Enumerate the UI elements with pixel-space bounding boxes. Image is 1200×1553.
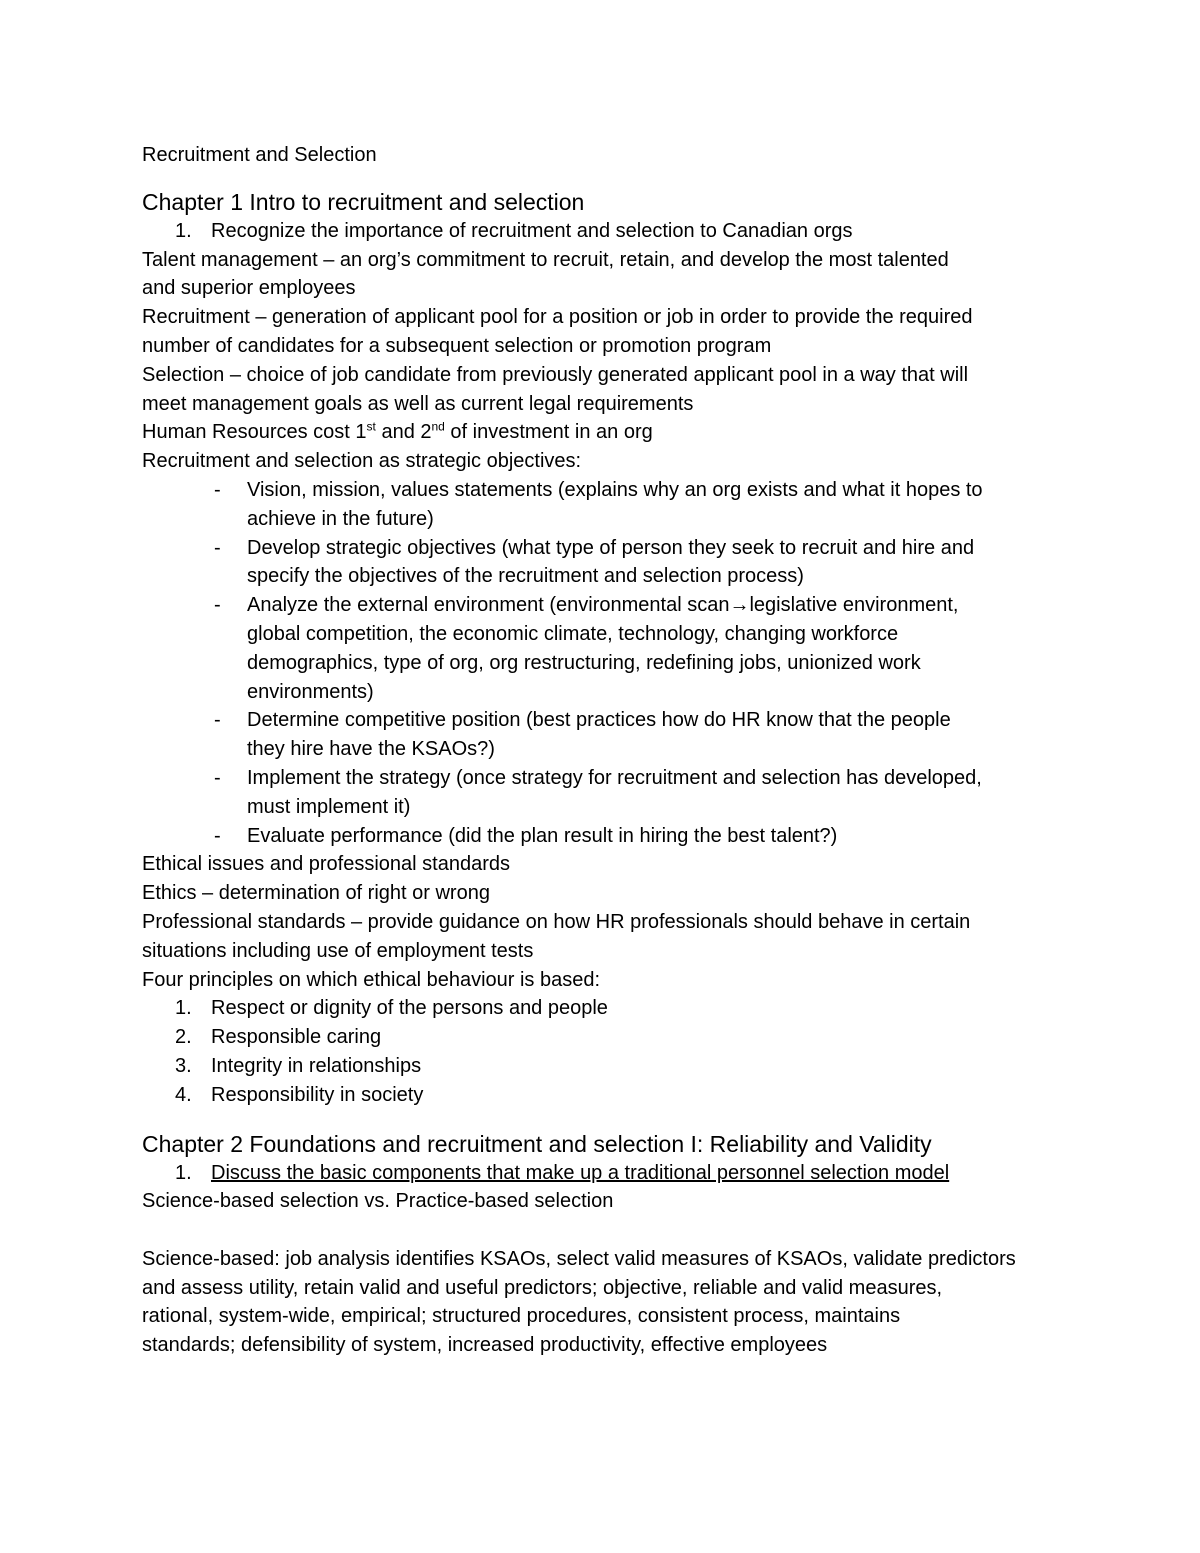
bullet-continuation: environments) [247, 680, 374, 703]
selection-definition-line-2: meet management goals as well as current legal requirements [142, 392, 694, 415]
bullet-text: Develop strategic objectives (what type of person they seek to recruit and hire and [247, 536, 975, 559]
bullet-continuation: they hire have the KSAOs?) [247, 738, 495, 761]
principle-text: Responsibility in society [211, 1083, 424, 1106]
hr-cost-text-a: Human Resources cost 1 [142, 421, 367, 444]
document-title: Recruitment and Selection [142, 144, 377, 166]
objective-item [142, 1159, 1072, 1188]
hr-cost-text-c: of investment in an org [444, 421, 653, 444]
objective-number: 1. [175, 1161, 192, 1184]
science-based-line-4: standards; defensibility of system, increased productivity, effective employees [142, 1334, 828, 1357]
bullet-continuation: global competition, the economic climate, technology, changing workforce [247, 622, 899, 645]
bullet-dash: - [214, 594, 221, 617]
bullet-item [142, 764, 1072, 793]
chapter-2-heading: Chapter 2 Foundations and recruitment and selection I: Reliability and Validity [142, 1130, 932, 1157]
principle-item [142, 994, 1072, 1023]
principle-number: 1. [175, 997, 192, 1020]
professional-standards-line-1: Professional standards – provide guidance on how HR professionals should behave in certain [142, 910, 971, 933]
principle-number: 2. [175, 1026, 192, 1049]
bullet-dash: - [214, 709, 221, 732]
principle-text: Respect or dignity of the persons and people [211, 997, 608, 1020]
professional-standards-line-2: situations including use of employment tests [142, 939, 534, 962]
ethics-definition: Ethics – determination of right or wrong [142, 882, 490, 905]
bullet-item [142, 822, 1072, 851]
bullet-dash: - [214, 536, 221, 559]
four-principles-intro: Four principles on which ethical behaviour is based: [142, 968, 601, 991]
document-body [142, 141, 1072, 1360]
bullet-text-cont: legislative environment, [749, 594, 959, 617]
objective-number: 1. [175, 219, 192, 242]
bullet-text: Determine competitive position (best practices how do HR know that the people [247, 709, 951, 732]
principle-item [142, 1023, 1072, 1052]
bullet-text: Vision, mission, values statements (explains why an org exists and what it hopes to [247, 478, 983, 501]
bullet-continuation: specify the objectives of the recruitment and selection process) [247, 565, 804, 588]
hr-cost-sup-1: st [366, 419, 376, 434]
bullet-continuation: must implement it) [247, 795, 411, 818]
principle-number: 4. [175, 1083, 192, 1106]
hr-cost-sup-2: nd [431, 419, 445, 434]
recruitment-definition-line-1: Recruitment – generation of applicant pool for a position or job in order to provide the required [142, 306, 973, 329]
science-based-line-3: rational, system-wide, empirical; structured procedures, consistent process, maintains [142, 1305, 901, 1328]
objective-text: Recognize the importance of recruitment and selection to Canadian orgs [211, 219, 853, 242]
bullet-item [142, 706, 1072, 735]
bullet-text: Implement the strategy (once strategy for recruitment and selection has developed, [247, 766, 982, 789]
blank-line [142, 1216, 1072, 1245]
objective-item [142, 217, 1072, 246]
principle-number: 3. [175, 1054, 192, 1077]
bullet-dash: - [214, 478, 221, 501]
bullet-continuation: demographics, type of org, org restructuring, redefining jobs, unionized work [247, 651, 921, 674]
bullet-dash: - [214, 824, 221, 847]
principle-item [142, 1081, 1072, 1110]
chapter-1-heading: Chapter 1 Intro to recruitment and selection [142, 188, 585, 215]
bullet-continuation: achieve in the future) [247, 507, 434, 530]
hr-cost-text-b: and 2 [375, 421, 432, 444]
science-based-line-1: Science-based: job analysis identifies KSAOs, select valid measures of KSAOs, validate predictors [142, 1247, 1016, 1270]
bullet-dash: - [214, 766, 221, 789]
science-vs-practice: Science-based selection vs. Practice-based selection [142, 1190, 614, 1213]
objective-text: Discuss the basic components that make up a traditional personnel selection model [211, 1161, 950, 1184]
principle-text: Responsible caring [211, 1026, 382, 1049]
bullet-item [142, 534, 1072, 563]
talent-management-line-2: and superior employees [142, 277, 356, 300]
bullet-text: Evaluate performance (did the plan result in hiring the best talent?) [247, 824, 838, 847]
hr-cost-line [142, 418, 1072, 447]
selection-definition-line-1: Selection – choice of job candidate from previously generated applicant pool in a way that will [142, 363, 969, 386]
ethical-issues-line: Ethical issues and professional standards [142, 853, 510, 876]
principle-text: Integrity in relationships [211, 1054, 422, 1077]
bullet-item [142, 476, 1072, 505]
principle-item [142, 1052, 1072, 1081]
arrow-right-icon: → [729, 594, 750, 617]
bullet-item [142, 591, 1072, 620]
science-based-line-2: and assess utility, retain valid and useful predictors; objective, reliable and valid measures, [142, 1276, 943, 1299]
talent-management-line-1: Talent management – an org’s commitment to recruit, retain, and develop the most talented [142, 248, 949, 271]
recruitment-definition-line-2: number of candidates for a subsequent selection or promotion program [142, 334, 772, 357]
bullet-text: Analyze the external environment (environmental scan [247, 594, 730, 617]
strategic-objectives-intro: Recruitment and selection as strategic objectives: [142, 450, 582, 473]
